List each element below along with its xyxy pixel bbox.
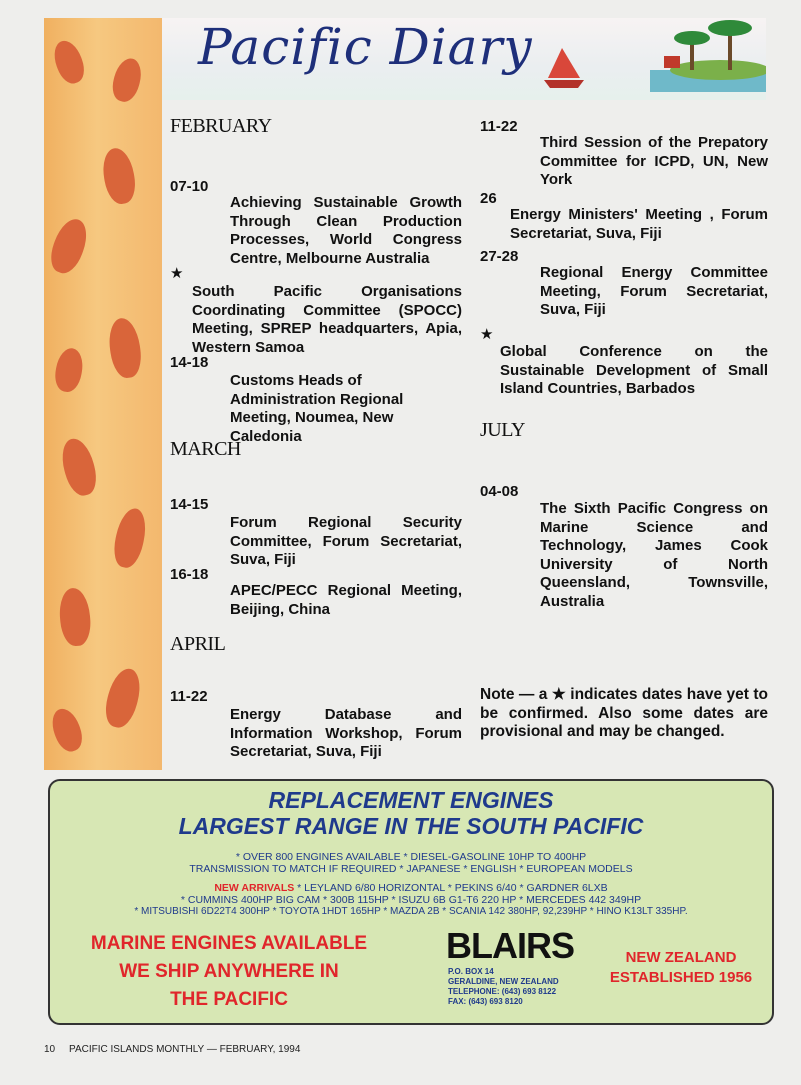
page-title: Pacific Diary — [198, 18, 533, 76]
page-footer: 10 PACIFIC ISLANDS MONTHLY — FEBRUARY, 1994 — [44, 1044, 301, 1055]
footprint-icon — [52, 346, 85, 394]
ad-marine-line: WE SHIP ANYWHERE IN — [119, 961, 339, 982]
contact-line: TELEPHONE: (643) 693 8122 — [448, 987, 557, 996]
event-description: Achieving Sustainable Growth Through Clean Production Processes, World Congress Centre, Melbourne Australia — [230, 194, 462, 267]
event-description: Forum Regional Security Committee, Forum Secretariat, Suva, Fiji — [230, 514, 462, 568]
event-description: The Sixth Pacific Congress on Marine Science and Technology, James Cook University of North Queensland, Townsville, Australia — [540, 500, 768, 610]
footprint-icon — [109, 55, 146, 104]
event-description: Third Session of the Prepatory Committee for ICPD, UN, New York — [540, 134, 768, 188]
footprint-icon — [47, 705, 86, 755]
footprint-icon — [49, 37, 88, 87]
advertisement — [48, 779, 774, 1025]
event-date: 14-18 — [170, 354, 209, 371]
unconfirmed-star-icon: ★ — [480, 326, 494, 343]
month-july: JULY — [480, 419, 525, 441]
month-march: MARCH — [170, 438, 241, 460]
event-description: Regional Energy Committee Meeting, Forum Secretariat, Suva, Fiji — [540, 264, 768, 318]
footprint-icon — [99, 146, 138, 206]
footprint-icon — [110, 506, 150, 571]
event-date: 07-10 — [170, 178, 209, 195]
event-description: Global Conference on the Sustainable Development of Small Island Countries, Barbados — [500, 343, 768, 397]
event-description: Energy Ministers' Meeting , Forum Secretariat, Suva, Fiji — [510, 206, 768, 242]
month-february: FEBRUARY — [170, 115, 272, 137]
event-description: South Pacific Organisations Coordinating Committee (SPOCC) Meeting, SPREP headquarters, Apia, Western Samoa — [192, 283, 462, 356]
brand-logo: BLAIRS — [446, 925, 574, 966]
event-date: 27-28 — [480, 248, 519, 265]
ad-marine-line: MARINE ENGINES AVAILABLE — [90, 933, 368, 954]
contact-block — [448, 967, 559, 1007]
nz-label: NEW ZEALAND — [625, 949, 737, 966]
event-date: 11-22 — [480, 118, 518, 135]
event-description: Customs Heads of Administration Regional Meeting, Noumea, New Caledonia — [230, 372, 404, 445]
new-arrivals-list: * LEYLAND 6/80 HORIZONTAL * PEKINS 6/40 * GARDNER 6LXB — [294, 882, 608, 894]
contact-line: FAX: (643) 693 8120 — [448, 997, 523, 1006]
event-date: 04-08 — [480, 483, 519, 500]
contact-line: GERALDINE, NEW ZEALAND — [448, 977, 559, 986]
contact-line: P.O. BOX 14 — [448, 967, 494, 976]
event-date: 26 — [480, 190, 497, 207]
ad-line: * OVER 800 ENGINES AVAILABLE * DIESEL-GASOLINE 10HP TO 400HP — [235, 851, 587, 863]
event-description: Energy Database and Information Workshop, Forum Secretariat, Suva, Fiji — [230, 706, 462, 760]
footprint-icon — [57, 435, 101, 499]
island-illustration-icon — [650, 18, 766, 92]
ad-line: TRANSMISSION TO MATCH IF REQUIRED * JAPANESE * ENGLISH * EUROPEAN MODELS — [189, 863, 633, 875]
footprint-icon — [45, 215, 92, 278]
event-date: 11-22 — [170, 688, 208, 705]
month-april: APRIL — [170, 633, 226, 655]
footprint-icon — [106, 316, 144, 380]
event-date: 14-15 — [170, 496, 209, 513]
note-text: Note — a ★ indicates dates have yet to be confirmed. Also some dates are provisional and may be changed. — [480, 686, 768, 740]
footprint-sidebar — [44, 18, 162, 770]
ad-line: * CUMMINS 400HP BIG CAM * 300B 115HP * ISUZU 6B G1-T6 220 HP * MERCEDES 442 349HP — [180, 894, 642, 906]
sailboat-icon — [540, 46, 586, 90]
new-arrivals-label: NEW ARRIVALS — [214, 882, 295, 894]
footprint-icon — [101, 665, 146, 731]
event-description: APEC/PECC Regional Meeting, Beijing, China — [230, 582, 462, 618]
footprint-icon — [58, 587, 93, 647]
ad-marine-line: THE PACIFIC — [170, 989, 288, 1010]
ad-line — [50, 882, 772, 894]
event-date: 16-18 — [170, 566, 209, 583]
ad-subheadline: LARGEST RANGE IN THE SOUTH PACIFIC — [178, 813, 644, 839]
unconfirmed-star-icon: ★ — [170, 265, 184, 282]
established-label: ESTABLISHED 1956 — [609, 969, 753, 986]
ad-headline: REPLACEMENT ENGINES — [268, 787, 554, 813]
ad-line: * MITSUBISHI 6D22T4 300HP * TOYOTA 1HDT 165HP * MAZDA 2B * SCANIA 142 380HP, 92,239HP * HINO K13LT 335HP. — [134, 906, 688, 917]
